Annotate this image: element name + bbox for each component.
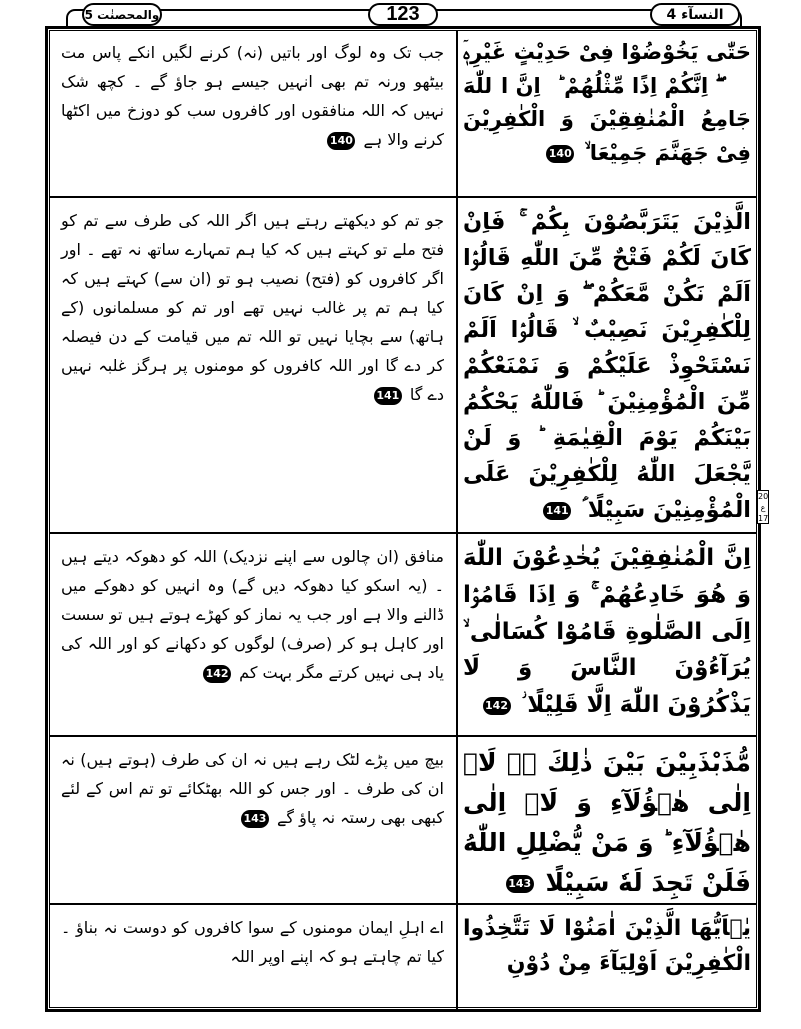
arabic-verse: یٰۤاَیُّهَا الَّذِیْنَ اٰمَنُوْا لَا تَتَّخِذُوا الْكٰفِرِیْنَ اَوْلِیَآءَ مِنْ دُوْنِ bbox=[463, 916, 751, 977]
arabic-verse: اِنَّ الْمُنٰفِقِیْنَ یُخٰدِعُوْنَ اللّٰهَ وَ هُوَ خَادِعُهُمْ ۚ وَ اِذَا قَامُوْۤا اِلَی الصَّلٰوةِ قَامُوْا كُسَالٰی ۙ یُرَآءُوْنَ النَّاسَ وَ لَا یَذْكُرُوْنَ اللّٰهَ اِلَّا قَلِیْلًا ؗ bbox=[463, 545, 751, 719]
juz-label: والمحصنٰت 5 bbox=[82, 3, 162, 26]
urdu-translation bbox=[49, 737, 454, 832]
urdu-translation bbox=[49, 198, 454, 409]
urdu-text: جو تم کو دیکھتے رہتے ہیں اگر اللہ کی طرف سے تم کو فتح ملے تو کہتے ہیں کہ کیا ہم تمہارے ساتھ نہ تھے ۔ اور اگر کافروں کو (فتح) نصیب ہو تو (ان سے) کہتے ہیں کہ کیا ہم تم پر غالب نہیں تھے اور تم کو مسلمانوں (کے ہاتھ) سے بچایا نہیں تو اللہ تم میں قیامت کے دن فیصلہ کر دے گا اور اللہ کافروں کو مومنوں پر ہرگز غلبہ نہیں دے گا bbox=[61, 211, 445, 404]
arabic-text bbox=[459, 905, 755, 981]
urdu-text: بیچ میں پڑے لٹک رہے ہیں نہ ان کی طرف (ہوتے ہیں) نہ ان کی طرف ۔ اور جس کو اللہ بھٹکائے تو تم اس کے لئے کبھی بھی رستہ نہ پاؤ گے bbox=[61, 750, 444, 827]
verse-number-badge: 140 bbox=[546, 145, 574, 163]
page-number: 123 bbox=[368, 3, 438, 26]
verse-section bbox=[49, 905, 757, 1009]
verse-number-badge: 143 bbox=[241, 810, 269, 828]
ruku-marker: 20 ع 17 bbox=[758, 492, 769, 523]
surah-label: النسآء 4 bbox=[650, 3, 740, 26]
verse-section bbox=[49, 198, 757, 532]
verse-section bbox=[49, 534, 757, 735]
urdu-translation bbox=[49, 905, 454, 971]
arabic-text bbox=[459, 198, 755, 528]
verse-number-badge: 141 bbox=[374, 387, 402, 405]
verse-number-badge: 142 bbox=[483, 697, 511, 715]
verse-number-badge: 143 bbox=[506, 875, 534, 893]
verse-number-badge: 142 bbox=[203, 665, 231, 683]
verse-section bbox=[49, 737, 757, 903]
arabic-text bbox=[459, 737, 755, 903]
urdu-text: اے اہلِ ایمان مومنوں کے سوا کافروں کو دوست نہ بناؤ ۔ کیا تم چاہتے ہو کہ اپنے اوپر اللہ bbox=[61, 918, 444, 966]
verse-section bbox=[49, 30, 757, 196]
urdu-text: جب تک وہ لوگ اور باتیں (نہ) کرنے لگیں انکے پاس مت بیٹھو ورنہ تم بھی انہیں جیسے ہو جاؤ گے ۔ کچھ شک نہیں کہ اللہ منافقوں اور کافروں سب کو دوزخ میں اکٹھا کرنے والا ہے bbox=[61, 43, 444, 149]
arabic-verse: الَّذِیْنَ یَتَرَبَّصُوْنَ بِكُمْ ۚ فَاِنْ كَانَ لَكُمْ فَتْحٌ مِّنَ اللّٰهِ قَالُوْۤا اَلَمْ نَكُنْ مَّعَكُمْ ۖؗ وَ اِنْ كَانَ لِلْكٰفِرِیْنَ نَصِیْبٌ ۙ قَالُوْۤا اَلَمْ نَسْتَحْوِذْ عَلَیْكُمْ وَ نَمْنَعْكُمْ مِّنَ الْمُؤْمِنِیْنَ ؕ فَاللّٰهُ یَحْكُمُ بَیْنَكُمْ یَوْمَ الْقِیٰمَةِ ؕ وَ لَنْ یَّجْعَلَ اللّٰهُ لِلْكٰفِرِیْنَ عَلَی الْمُؤْمِنِیْنَ سَبِیْلًا ؑ bbox=[463, 209, 751, 523]
arabic-text bbox=[459, 534, 755, 724]
arabic-verse: حَتّٰی یَخُوْضُوْا فِیْ حَدِیْثٍ غَیْرِهٖۤ ۖؗ اِنَّكُمْ اِذًا مِّثْلُهُمْ ؕ اِنَّ اللّٰهَ جَامِعُ الْمُنٰفِقِیْنَ وَ الْكٰفِرِیْنَ فِیْ جَهَنَّمَ جَمِیْعَا ۙ bbox=[463, 40, 751, 165]
verse-number-badge: 141 bbox=[543, 502, 571, 520]
urdu-translation bbox=[49, 534, 454, 687]
urdu-text: منافق (ان چالوں سے اپنے نزدیک) اللہ کو دھوکہ دیتے ہیں ۔ (یہ اسکو کیا دھوکہ دیں گے) وہ انہیں کو دھوکے میں ڈالنے والا ہے اور جب یہ نماز کو کھڑے ہوتے ہیں تو سست اور کاہل ہو کر (صرف) لوگوں کو دکھانے کو اور اللہ کی یاد ہی نہیں کرتے مگر بہت کم bbox=[61, 547, 444, 682]
urdu-translation bbox=[49, 30, 454, 154]
verse-number-badge: 140 bbox=[327, 132, 355, 150]
arabic-text bbox=[459, 30, 755, 170]
arabic-verse: مُّذَبْذَبِیْنَ بَیْنَ ذٰلِكَ ۖۗ لَاۤ اِلٰی هٰۤؤُلَآءِ وَ لَاۤ اِلٰی هٰۤؤُلَآءِ ؕ وَ مَنْ یُّضْلِلِ اللّٰهُ فَلَنْ تَجِدَ لَهٗ سَبِیْلًا bbox=[463, 748, 751, 897]
